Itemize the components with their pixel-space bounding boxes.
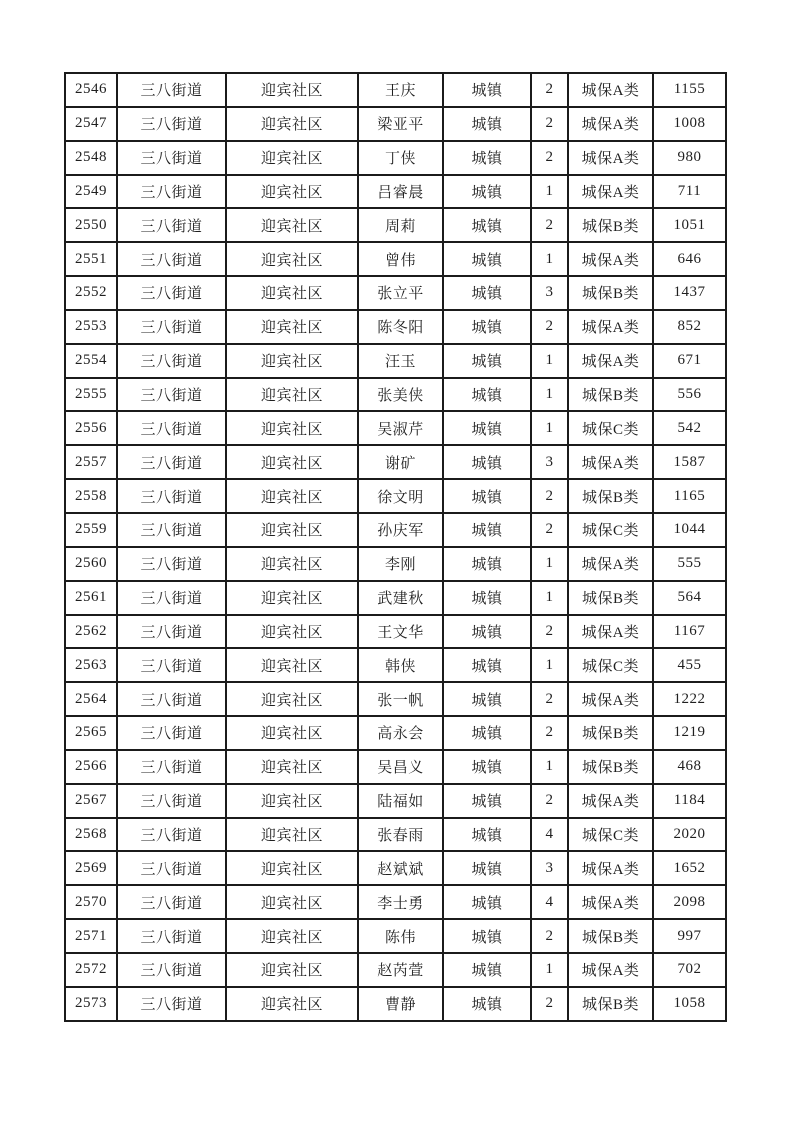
cell-person-name: 武建秋 [358,581,443,615]
cell-person-count: 2 [531,310,568,344]
cell-street: 三八街道 [117,479,226,513]
cell-amount: 1184 [653,784,726,818]
cell-serial-number: 2570 [65,885,117,919]
table-row [65,784,726,818]
cell-insurance-category: 城保A类 [568,242,653,276]
cell-street: 三八街道 [117,648,226,682]
cell-community: 迎宾社区 [226,581,358,615]
cell-serial-number: 2562 [65,615,117,649]
cell-community: 迎宾社区 [226,208,358,242]
cell-amount: 997 [653,919,726,953]
cell-serial-number: 2572 [65,953,117,987]
cell-person-count: 1 [531,581,568,615]
cell-person-count: 1 [531,953,568,987]
cell-serial-number: 2567 [65,784,117,818]
cell-community: 迎宾社区 [226,445,358,479]
cell-hukou-type: 城镇 [443,378,531,412]
cell-serial-number: 2565 [65,716,117,750]
cell-person-count: 2 [531,987,568,1021]
cell-serial-number: 2546 [65,73,117,107]
table-row [65,175,726,209]
cell-community: 迎宾社区 [226,378,358,412]
cell-serial-number: 2548 [65,141,117,175]
table-row [65,953,726,987]
cell-amount: 1044 [653,513,726,547]
cell-person-name: 汪玉 [358,344,443,378]
cell-serial-number: 2550 [65,208,117,242]
cell-person-count: 2 [531,73,568,107]
table-row [65,750,726,784]
cell-hukou-type: 城镇 [443,953,531,987]
cell-hukou-type: 城镇 [443,682,531,716]
cell-community: 迎宾社区 [226,682,358,716]
cell-amount: 564 [653,581,726,615]
table-row [65,987,726,1021]
cell-person-count: 2 [531,513,568,547]
cell-community: 迎宾社区 [226,851,358,885]
cell-person-count: 1 [531,547,568,581]
cell-amount: 542 [653,411,726,445]
cell-person-count: 2 [531,716,568,750]
table-row [65,445,726,479]
cell-person-count: 2 [531,208,568,242]
cell-insurance-category: 城保A类 [568,682,653,716]
cell-street: 三八街道 [117,919,226,953]
cell-hukou-type: 城镇 [443,242,531,276]
cell-person-count: 2 [531,919,568,953]
cell-street: 三八街道 [117,310,226,344]
cell-street: 三八街道 [117,344,226,378]
cell-insurance-category: 城保A类 [568,141,653,175]
table-row [65,885,726,919]
cell-serial-number: 2566 [65,750,117,784]
cell-hukou-type: 城镇 [443,513,531,547]
cell-person-count: 2 [531,107,568,141]
cell-person-name: 高永会 [358,716,443,750]
cell-person-name: 陈冬阳 [358,310,443,344]
cell-amount: 1058 [653,987,726,1021]
cell-street: 三八街道 [117,818,226,852]
cell-serial-number: 2569 [65,851,117,885]
cell-street: 三八街道 [117,750,226,784]
cell-amount: 1008 [653,107,726,141]
cell-person-count: 2 [531,784,568,818]
table-row [65,208,726,242]
cell-person-count: 3 [531,276,568,310]
cell-street: 三八街道 [117,445,226,479]
table-row [65,513,726,547]
cell-insurance-category: 城保B类 [568,378,653,412]
cell-community: 迎宾社区 [226,479,358,513]
cell-hukou-type: 城镇 [443,310,531,344]
cell-hukou-type: 城镇 [443,175,531,209]
cell-person-name: 王文华 [358,615,443,649]
cell-serial-number: 2559 [65,513,117,547]
cell-insurance-category: 城保A类 [568,175,653,209]
cell-person-name: 韩侠 [358,648,443,682]
cell-street: 三八街道 [117,851,226,885]
table-row [65,242,726,276]
cell-hukou-type: 城镇 [443,716,531,750]
cell-insurance-category: 城保A类 [568,885,653,919]
cell-hukou-type: 城镇 [443,818,531,852]
table-row [65,344,726,378]
cell-hukou-type: 城镇 [443,344,531,378]
cell-community: 迎宾社区 [226,919,358,953]
cell-insurance-category: 城保B类 [568,750,653,784]
cell-hukou-type: 城镇 [443,73,531,107]
cell-street: 三八街道 [117,411,226,445]
cell-insurance-category: 城保A类 [568,547,653,581]
cell-street: 三八街道 [117,716,226,750]
cell-insurance-category: 城保A类 [568,310,653,344]
cell-person-count: 1 [531,378,568,412]
cell-street: 三八街道 [117,682,226,716]
cell-person-name: 吕睿晨 [358,175,443,209]
cell-insurance-category: 城保A类 [568,784,653,818]
cell-community: 迎宾社区 [226,411,358,445]
cell-street: 三八街道 [117,73,226,107]
cell-community: 迎宾社区 [226,175,358,209]
table-row [65,141,726,175]
cell-community: 迎宾社区 [226,953,358,987]
cell-community: 迎宾社区 [226,818,358,852]
cell-hukou-type: 城镇 [443,445,531,479]
cell-serial-number: 2556 [65,411,117,445]
benefits-roster-table-body [65,73,726,1021]
cell-amount: 1219 [653,716,726,750]
cell-amount: 468 [653,750,726,784]
cell-person-name: 王庆 [358,73,443,107]
cell-person-name: 陈伟 [358,919,443,953]
cell-person-name: 徐文明 [358,479,443,513]
cell-insurance-category: 城保C类 [568,513,653,547]
cell-person-count: 1 [531,750,568,784]
cell-hukou-type: 城镇 [443,648,531,682]
cell-hukou-type: 城镇 [443,208,531,242]
cell-person-name: 赵斌斌 [358,851,443,885]
cell-insurance-category: 城保A类 [568,615,653,649]
cell-community: 迎宾社区 [226,784,358,818]
table-row [65,682,726,716]
cell-street: 三八街道 [117,175,226,209]
cell-community: 迎宾社区 [226,987,358,1021]
cell-person-name: 曾伟 [358,242,443,276]
cell-hukou-type: 城镇 [443,750,531,784]
cell-serial-number: 2551 [65,242,117,276]
cell-insurance-category: 城保A类 [568,107,653,141]
cell-street: 三八街道 [117,547,226,581]
cell-street: 三八街道 [117,107,226,141]
cell-amount: 702 [653,953,726,987]
table-row [65,581,726,615]
table-row [65,648,726,682]
cell-community: 迎宾社区 [226,276,358,310]
cell-person-count: 3 [531,851,568,885]
cell-hukou-type: 城镇 [443,581,531,615]
cell-hukou-type: 城镇 [443,615,531,649]
cell-amount: 1587 [653,445,726,479]
cell-person-count: 1 [531,242,568,276]
cell-person-name: 张一帆 [358,682,443,716]
cell-community: 迎宾社区 [226,615,358,649]
cell-amount: 980 [653,141,726,175]
cell-hukou-type: 城镇 [443,107,531,141]
cell-street: 三八街道 [117,208,226,242]
cell-insurance-category: 城保A类 [568,344,653,378]
cell-hukou-type: 城镇 [443,885,531,919]
cell-serial-number: 2563 [65,648,117,682]
cell-serial-number: 2554 [65,344,117,378]
cell-serial-number: 2549 [65,175,117,209]
cell-person-name: 陆福如 [358,784,443,818]
table-row [65,479,726,513]
cell-person-name: 谢矿 [358,445,443,479]
table-row [65,818,726,852]
cell-serial-number: 2573 [65,987,117,1021]
cell-amount: 2098 [653,885,726,919]
table-row [65,547,726,581]
cell-person-name: 吴淑芹 [358,411,443,445]
cell-serial-number: 2561 [65,581,117,615]
cell-person-count: 2 [531,141,568,175]
cell-person-name: 曹静 [358,987,443,1021]
cell-community: 迎宾社区 [226,885,358,919]
cell-serial-number: 2564 [65,682,117,716]
table-row [65,107,726,141]
cell-serial-number: 2547 [65,107,117,141]
table-row [65,411,726,445]
cell-hukou-type: 城镇 [443,784,531,818]
cell-insurance-category: 城保A类 [568,851,653,885]
cell-street: 三八街道 [117,141,226,175]
cell-community: 迎宾社区 [226,73,358,107]
cell-person-name: 张春雨 [358,818,443,852]
cell-amount: 455 [653,648,726,682]
cell-amount: 646 [653,242,726,276]
cell-person-count: 1 [531,344,568,378]
cell-person-count: 1 [531,175,568,209]
cell-street: 三八街道 [117,885,226,919]
cell-community: 迎宾社区 [226,107,358,141]
cell-community: 迎宾社区 [226,750,358,784]
cell-person-count: 2 [531,615,568,649]
cell-insurance-category: 城保A类 [568,953,653,987]
cell-insurance-category: 城保B类 [568,581,653,615]
cell-insurance-category: 城保C类 [568,648,653,682]
table-row [65,716,726,750]
cell-serial-number: 2558 [65,479,117,513]
cell-hukou-type: 城镇 [443,919,531,953]
cell-street: 三八街道 [117,276,226,310]
cell-street: 三八街道 [117,581,226,615]
cell-person-count: 1 [531,411,568,445]
cell-insurance-category: 城保A类 [568,445,653,479]
cell-insurance-category: 城保B类 [568,479,653,513]
cell-person-count: 4 [531,818,568,852]
cell-community: 迎宾社区 [226,344,358,378]
cell-hukou-type: 城镇 [443,141,531,175]
cell-person-name: 吴昌义 [358,750,443,784]
cell-community: 迎宾社区 [226,141,358,175]
table-row [65,73,726,107]
cell-amount: 1155 [653,73,726,107]
cell-person-name: 梁亚平 [358,107,443,141]
cell-person-name: 赵芮萱 [358,953,443,987]
cell-amount: 1437 [653,276,726,310]
table-row [65,378,726,412]
cell-insurance-category: 城保B类 [568,276,653,310]
cell-serial-number: 2560 [65,547,117,581]
cell-person-count: 2 [531,682,568,716]
cell-amount: 1652 [653,851,726,885]
cell-street: 三八街道 [117,953,226,987]
cell-community: 迎宾社区 [226,242,358,276]
cell-community: 迎宾社区 [226,513,358,547]
cell-amount: 1222 [653,682,726,716]
cell-person-count: 3 [531,445,568,479]
cell-hukou-type: 城镇 [443,547,531,581]
table-row [65,851,726,885]
cell-street: 三八街道 [117,378,226,412]
cell-insurance-category: 城保B类 [568,208,653,242]
table-row [65,310,726,344]
cell-amount: 555 [653,547,726,581]
cell-person-name: 李刚 [358,547,443,581]
cell-hukou-type: 城镇 [443,851,531,885]
cell-street: 三八街道 [117,615,226,649]
cell-amount: 1051 [653,208,726,242]
cell-person-name: 张美侠 [358,378,443,412]
cell-community: 迎宾社区 [226,716,358,750]
cell-amount: 1165 [653,479,726,513]
cell-person-count: 4 [531,885,568,919]
cell-person-name: 张立平 [358,276,443,310]
cell-community: 迎宾社区 [226,547,358,581]
cell-street: 三八街道 [117,242,226,276]
cell-insurance-category: 城保C类 [568,411,653,445]
cell-person-count: 1 [531,648,568,682]
cell-serial-number: 2555 [65,378,117,412]
cell-street: 三八街道 [117,513,226,547]
cell-hukou-type: 城镇 [443,276,531,310]
cell-hukou-type: 城镇 [443,987,531,1021]
cell-person-name: 孙庆军 [358,513,443,547]
cell-amount: 1167 [653,615,726,649]
cell-serial-number: 2552 [65,276,117,310]
cell-hukou-type: 城镇 [443,411,531,445]
cell-insurance-category: 城保B类 [568,919,653,953]
cell-amount: 852 [653,310,726,344]
cell-serial-number: 2553 [65,310,117,344]
cell-community: 迎宾社区 [226,310,358,344]
cell-street: 三八街道 [117,987,226,1021]
cell-person-count: 2 [531,479,568,513]
cell-insurance-category: 城保B类 [568,716,653,750]
cell-person-name: 李士勇 [358,885,443,919]
cell-amount: 556 [653,378,726,412]
table-row [65,615,726,649]
cell-hukou-type: 城镇 [443,479,531,513]
table-row [65,919,726,953]
table-row [65,276,726,310]
cell-amount: 711 [653,175,726,209]
cell-amount: 2020 [653,818,726,852]
cell-community: 迎宾社区 [226,648,358,682]
cell-insurance-category: 城保A类 [568,73,653,107]
cell-serial-number: 2571 [65,919,117,953]
benefits-roster-table [64,72,727,1022]
cell-street: 三八街道 [117,784,226,818]
cell-person-name: 周莉 [358,208,443,242]
cell-serial-number: 2557 [65,445,117,479]
cell-person-name: 丁侠 [358,141,443,175]
cell-insurance-category: 城保C类 [568,818,653,852]
cell-insurance-category: 城保B类 [568,987,653,1021]
cell-serial-number: 2568 [65,818,117,852]
cell-amount: 671 [653,344,726,378]
